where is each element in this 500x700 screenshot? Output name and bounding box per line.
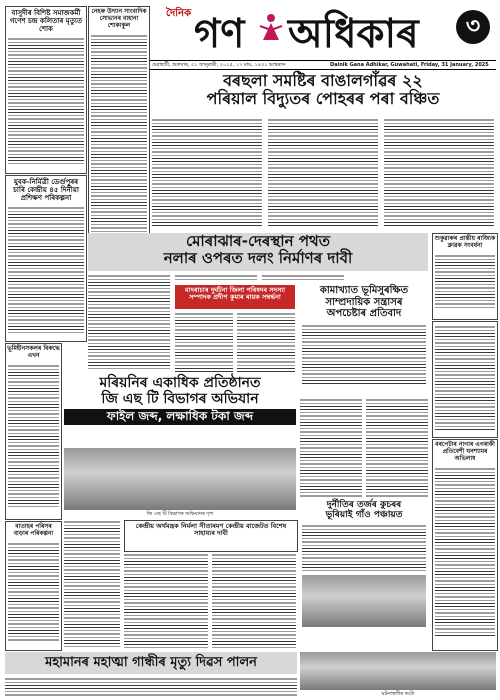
right-body-col1	[300, 398, 362, 498]
lower-right-headline-line2: ভূৰিয়াই গাঁও পঞ্চায়ত	[325, 510, 403, 521]
bottom-photo-caption: ঘটনাস্থলীৰ ফটো	[381, 691, 415, 697]
bottom-body	[5, 677, 297, 697]
bottom-banner-headline: মহামানৰ মহাত্মা গান্ধীৰ মৃত্যু দিৱস পালন	[45, 655, 257, 670]
mid-headline-subline: ফাইল জব্দ, লক্ষাধিক টকা জব্দ	[64, 409, 296, 425]
lower-center-headline: কেন্দ্ৰীয় অৰ্থমন্ত্ৰক নিৰ্মলা সীতাৰমণ কেন্দ্ৰীয় বাজেটত বিশেষ সাহায্যৰ দাবী	[135, 522, 287, 538]
banner-headline-line2: নলাৰ ওপৰত দলং নিৰ্মাণৰ দাবী	[163, 249, 353, 268]
left-story-1	[5, 6, 87, 174]
banner-headline-line1: মোৰাঝাৰ-দেৰস্থান পথত	[186, 232, 330, 250]
banner-body-col1	[88, 274, 170, 370]
masthead-date-line: গুৱাহাটী, শুক্ৰবাৰ, ৩১ জানুৱাৰী, ২০২৫, ১৭ মাঘ, ১৪৩১ ভাস্কৰাব্দ	[152, 62, 286, 68]
masthead-title-right: অধিকাৰ	[288, 11, 419, 57]
left-headline-1: বাসুদীৰ বিশিষ্ট সমাজকৰ্মী গণেশ চন্দ্ৰ কলিতাৰ মৃত্যুত শোক	[9, 9, 83, 34]
lower-center-box	[124, 520, 298, 552]
right-body	[302, 324, 426, 384]
left-headline-4: বাতাহৰ পৰিসৰ বাড়াৰ পৰিকল্পনা	[13, 523, 54, 537]
left-body-1	[8, 37, 84, 165]
lead-body-col2	[268, 118, 378, 228]
mid-headline-line2: জি এছ টি বিভাগৰ অভিযান	[101, 391, 259, 408]
lower-body-col2	[124, 553, 208, 648]
masthead-title-left: গণ	[194, 11, 245, 57]
page-number-badge	[456, 10, 490, 44]
lead-headline-line2: পৰিয়াল বিদ্যুতৰ পোহৰৰ পৰা বঞ্চিত	[206, 89, 440, 109]
lower-body-col3	[212, 553, 296, 648]
masthead-logo-icon	[258, 12, 284, 42]
center-box-headline-line1: মাদৰাচাৰ দুৰ্ঘটনা জিলা পৰিষদৰ সদস্যা	[184, 286, 286, 294]
mid-photo-caption: জি এছ টি বিভাগৰ অভিযানৰ দৃশ্য	[146, 511, 214, 517]
far-right-body-1	[435, 254, 495, 310]
left-story-2	[5, 175, 87, 342]
center-box-body-2	[237, 312, 295, 372]
masthead	[150, 4, 496, 59]
right-headline-line2: সাম্প্ৰদায়িক সন্ত্ৰাসৰ	[325, 296, 403, 308]
far-right-body-3	[435, 467, 495, 637]
center-box-body-1	[175, 312, 233, 372]
mid-story	[64, 375, 296, 445]
masthead-rule-2	[150, 69, 496, 70]
center-box-headline-line2: সম্পাদক প্ৰদীপ কুমাৰ ৰায়ক সম্বৰ্দ্ধনা	[189, 293, 281, 302]
left-body-3	[8, 364, 59, 509]
left-story-4	[5, 521, 62, 651]
right-headline-line3: অপচেষ্টাৰ প্ৰতিবাদ	[326, 308, 402, 319]
masthead-rule	[150, 60, 496, 61]
top-box-story	[88, 6, 150, 243]
bottom-photo	[300, 652, 496, 690]
far-right-story-2	[432, 321, 498, 438]
lower-right-photo	[302, 575, 426, 627]
lower-right-body	[302, 524, 426, 572]
lead-story	[150, 72, 496, 230]
left-body-4	[8, 542, 59, 642]
far-right-story-3	[432, 439, 498, 651]
mid-headline-line1: মৰিয়নিৰ একাধিক প্ৰতিষ্ঠানত	[99, 375, 261, 391]
lead-body-col3	[384, 118, 494, 228]
lower-right-story	[300, 500, 428, 648]
left-story-3	[5, 343, 62, 520]
banner-body-col3	[262, 274, 344, 282]
lower-body-col1	[64, 520, 120, 648]
masthead-english-line: Dainik Gana Adhikar, Guwahati, Friday, 31 January, 2025	[330, 62, 489, 68]
bottom-banner	[5, 652, 297, 674]
far-right-story-1	[432, 233, 498, 320]
banner-body-col2	[175, 274, 257, 282]
mid-photo	[64, 448, 296, 510]
banner-story	[88, 233, 428, 271]
far-right-headline-1: শুকুৱাৰুৰ প্ৰান্তীয় ৰাজ্যিক ক্লাৱক সংবৰ্ধনা	[434, 235, 496, 249]
lead-headline-line1: বৰছলা সমষ্টিৰ বাঙালগাঁৱৰ ২২	[223, 71, 423, 90]
right-story	[300, 285, 428, 395]
masthead-daily: দৈনিক	[166, 8, 192, 19]
top-box-headline: নেহৰু উদ্যান সাংবাদিক সোভানৰ বাহানা শোকাকুল	[91, 8, 147, 29]
page-number: ৩	[465, 14, 481, 39]
left-body-2	[8, 206, 84, 334]
lower-right-headline-line1: দুৰ্নীতিৰ তৰ্জৰ কুচৰৰ	[326, 500, 402, 510]
far-right-headline-3: বৰপেটাৰ নাগাৰ এগৰাকী প্ৰতিবেশী ঘনশ্যামৰ অভিলাষ	[435, 441, 495, 462]
top-box-body	[91, 34, 147, 234]
right-headline-line1: কামাখ্যাত ভূমিসুৰক্ষিত	[319, 285, 409, 296]
center-box-story	[175, 285, 295, 309]
left-headline-3: ভূমিহীনসকলৰ বিৰুদ্ধে এখন	[7, 345, 60, 359]
left-headline-2: যুবক-নিৰ্মিত্ৰী ডেৰ্গুপুৰৰ চাৰি কেন্দ্ৰীয় ৪৫ দিনীয়া প্ৰশিক্ষণ পৰিকল্পনা	[13, 178, 79, 203]
far-right-body-2	[435, 325, 495, 430]
lead-body-col1	[152, 118, 262, 228]
right-body-col2	[366, 398, 428, 498]
